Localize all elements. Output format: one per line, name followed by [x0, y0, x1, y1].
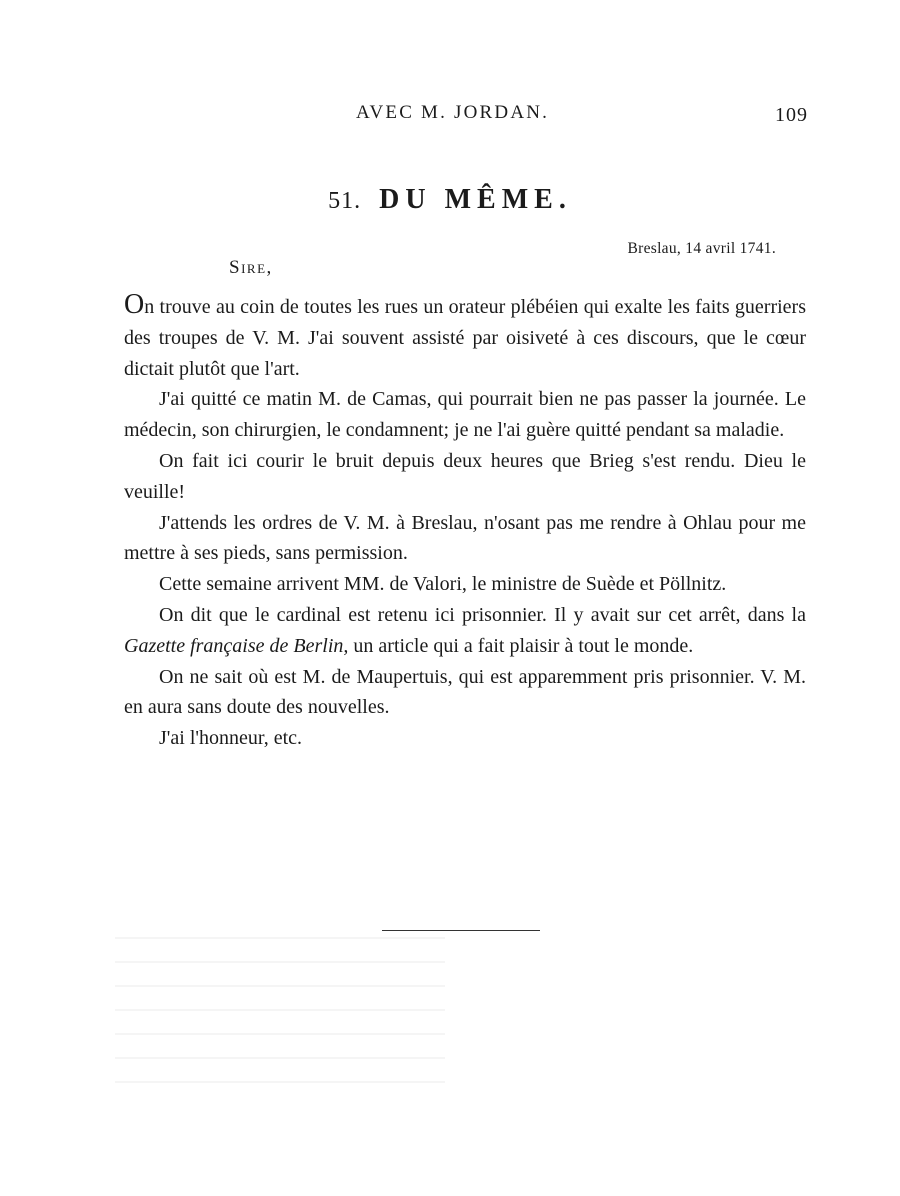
- paragraph-1: [124, 289, 806, 384]
- paragraph-2: J'ai quitté ce matin M. de Camas, qui pourrait bien ne pas passer la journée. Le médecin, son chirurgien, le condamnent; je ne l'ai guère quitté pendant sa maladie.: [124, 388, 806, 442]
- paragraph-7: On ne sait où est M. de Maupertuis, qui est apparemment pris prisonnier. V. M. en aura sans doute des nouvelles.: [124, 665, 806, 719]
- dateline: Breslau, 14 avril 1741.: [627, 240, 776, 257]
- paragraph-6-text-a: On dit que le cardinal est retenu ici prisonnier. Il y avait sur cet arrêt, dans la: [159, 603, 806, 626]
- end-rule: [382, 930, 540, 931]
- salutation: [229, 257, 273, 279]
- paragraph-6: [124, 600, 806, 662]
- salutation-text: Sire,: [229, 257, 273, 278]
- paragraph-5: Cette semaine arrivent MM. de Valori, le ministre de Suède et Pöllnitz.: [159, 573, 727, 596]
- running-head: [0, 102, 900, 128]
- letter-body: [124, 289, 806, 754]
- gazette-title: Gazette française de Berlin,: [124, 634, 349, 657]
- page-number: 109: [775, 104, 808, 126]
- paragraph-1-text: n trouve au coin de toutes les rues un orateur plébéien qui exalte les faits guerriers des troupes de V. M. J'ai souvent assisté par oisiveté à ces discours, que le cœur dictait plutôt que l'art.: [124, 296, 806, 380]
- running-title: AVEC M. JORDAN.: [356, 102, 550, 123]
- drop-cap: O: [124, 289, 145, 320]
- letter-heading: [0, 184, 900, 216]
- paragraph-6-text-b: un article qui a fait plaisir à tout le monde.: [348, 634, 694, 657]
- paragraph-3: On fait ici courir le bruit depuis deux heures que Brieg s'est rendu. Dieu le veuille!: [124, 449, 806, 503]
- letter-title: DU MÊME.: [379, 184, 572, 215]
- bleed-through: [115, 915, 445, 1085]
- closing-line: J'ai l'honneur, etc.: [159, 727, 303, 750]
- letter-number: 51.: [328, 188, 362, 214]
- paragraph-4: J'attends les ordres de V. M. à Breslau, n'osant pas me rendre à Ohlau pour me mettre à ses pieds, sans permission.: [124, 511, 806, 565]
